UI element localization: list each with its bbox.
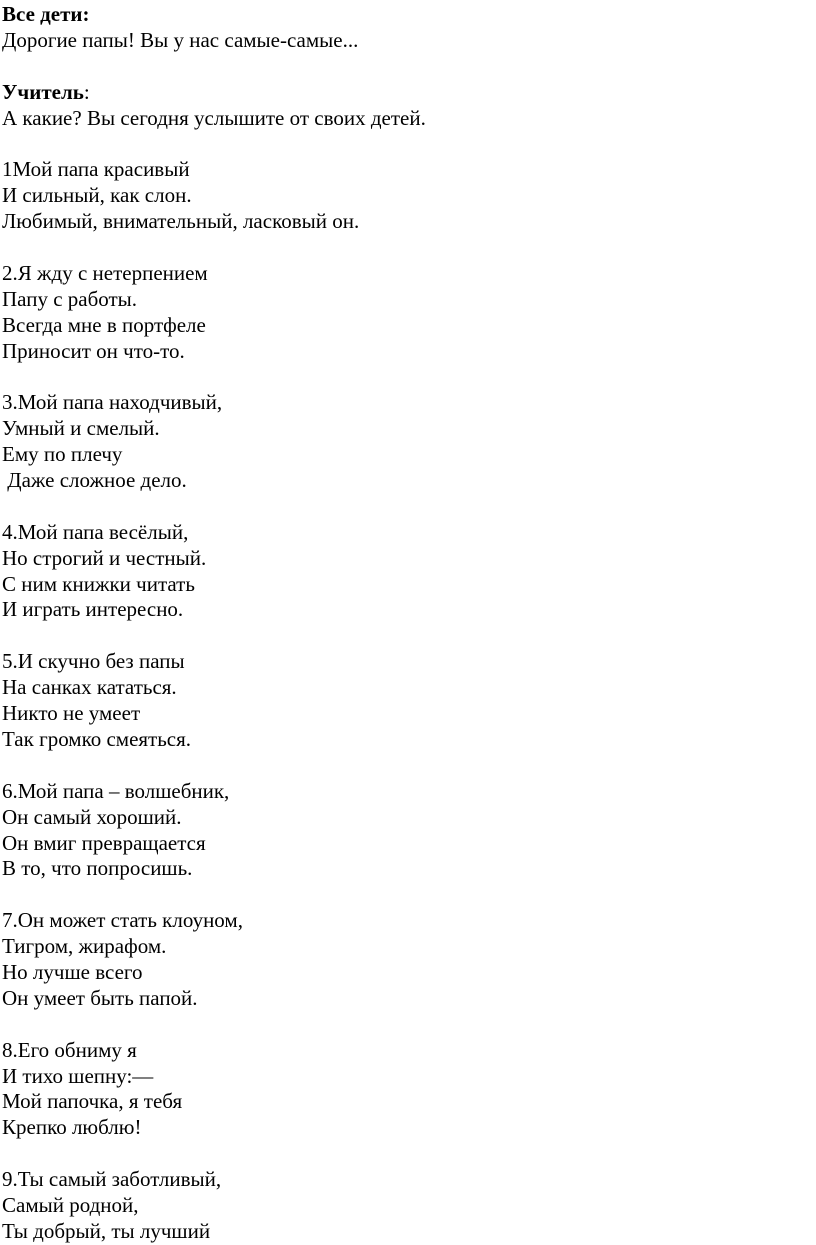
verse-8 xyxy=(2,1038,802,1142)
verse-line: 3.Мой папа находчивый, xyxy=(2,390,223,415)
verse-line: Ты добрый, ты лучший xyxy=(2,1218,211,1243)
verse-line: Приносит он что-то. xyxy=(2,338,185,363)
spacer xyxy=(2,753,802,779)
spacer xyxy=(2,131,802,157)
verse-line: 8.Его обниму я xyxy=(2,1037,137,1062)
verse-line: И сильный, как слон. xyxy=(2,183,192,208)
verse-4 xyxy=(2,520,802,624)
verse-6 xyxy=(2,779,802,883)
verse-line: Но строгий и честный. xyxy=(2,545,207,570)
verse-3 xyxy=(2,390,802,494)
verse-line: Он вмиг превращается xyxy=(2,830,206,855)
verse-line: Так громко смеяться. xyxy=(2,726,192,751)
spacer xyxy=(2,1012,802,1038)
verse-5 xyxy=(2,649,802,753)
verse-line: Всегда мне в портфеле xyxy=(2,312,206,337)
verse-line: С ним книжки читать xyxy=(2,571,195,596)
spacer xyxy=(2,494,802,520)
verse-line: Самый родной, xyxy=(2,1192,139,1217)
verse-line: Ему по плечу xyxy=(2,442,123,467)
verse-line: 7.Он может стать клоуном, xyxy=(2,908,243,933)
all-children-line: Дорогие папы! Вы у нас самые-самые... xyxy=(2,27,359,52)
verse-line: Даже сложное дело. xyxy=(2,468,187,493)
verse-9 xyxy=(2,1167,802,1245)
verse-7 xyxy=(2,908,802,1012)
teacher-heading xyxy=(2,80,802,106)
spacer xyxy=(2,623,802,649)
verses-list xyxy=(2,131,802,1244)
speaker-all-children: Все дети: xyxy=(2,2,90,26)
verse-line: 4.Мой папа весёлый, xyxy=(2,519,189,544)
speaker-teacher: Учитель xyxy=(2,79,84,104)
teacher-colon: : xyxy=(83,79,90,104)
verse-line: И тихо шепну:— xyxy=(2,1063,154,1088)
verse-line: Но лучше всего xyxy=(2,959,143,984)
verse-line: 9.Ты самый заботливый, xyxy=(2,1167,222,1192)
verse-line: Мой папочка, я тебя xyxy=(2,1089,183,1114)
verse-line: Любимый, внимательный, ласковый он. xyxy=(2,209,360,234)
verse-line: 6.Мой папа – волшебник, xyxy=(2,778,230,803)
spacer xyxy=(2,235,802,261)
verse-line: И играть интересно. xyxy=(2,597,184,622)
teacher-line: А какие? Вы сегодня услышите от своих детей. xyxy=(2,105,426,130)
spacer xyxy=(2,364,802,390)
verse-line: На санках кататься. xyxy=(2,675,177,700)
verse-line: В то, что попросишь. xyxy=(2,856,193,881)
verse-2 xyxy=(2,261,802,365)
verse-line: 1Мой папа красивый xyxy=(2,157,190,182)
document-body xyxy=(2,2,802,1245)
verse-line: 2.Я жду с нетерпением xyxy=(2,260,208,285)
spacer xyxy=(2,54,802,80)
verse-line: Он умеет быть папой. xyxy=(2,985,198,1010)
verse-line: 5.И скучно без папы xyxy=(2,649,185,674)
spacer xyxy=(2,882,802,908)
verse-line: Он самый хороший. xyxy=(2,804,182,829)
verse-1 xyxy=(2,157,802,235)
verse-line: Никто не умеет xyxy=(2,701,141,726)
verse-line: Умный и смелый. xyxy=(2,416,160,441)
verse-line: Крепко люблю! xyxy=(2,1115,142,1140)
verse-line: Папу с работы. xyxy=(2,286,138,311)
spacer xyxy=(2,1141,802,1167)
verse-line: Тигром, жирафом. xyxy=(2,934,167,959)
